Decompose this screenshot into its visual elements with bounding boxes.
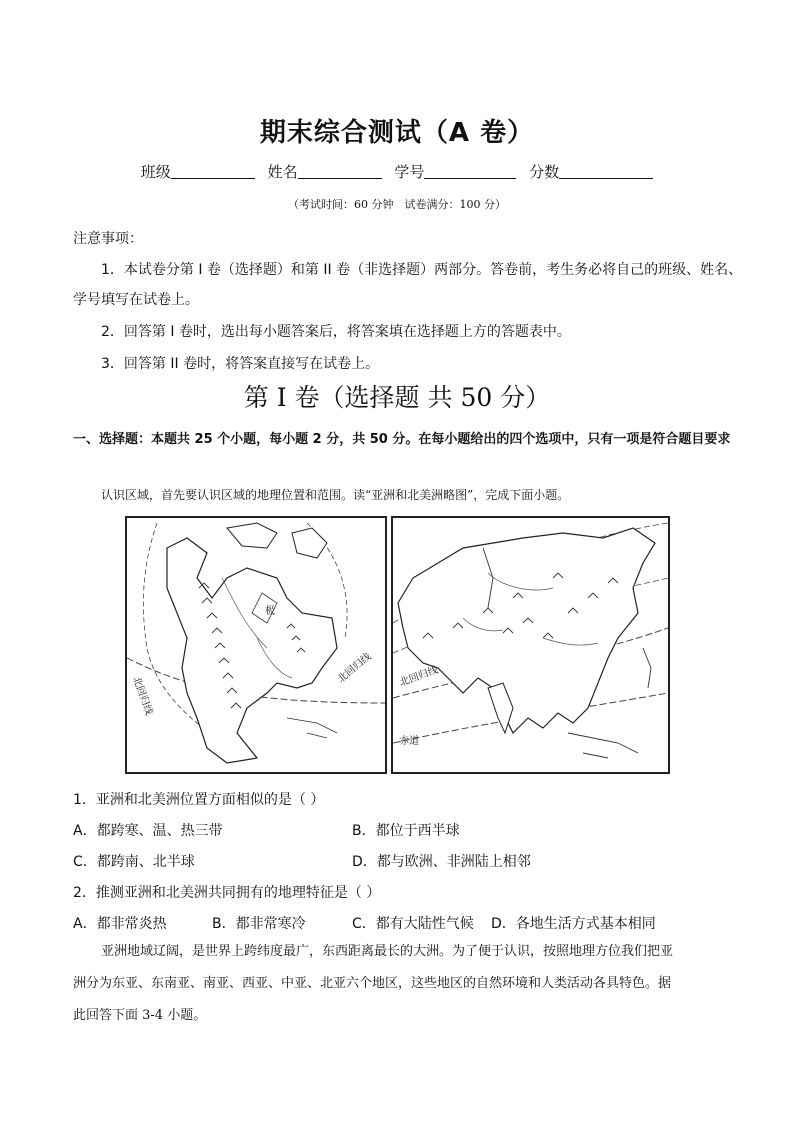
field-score: 分数 — [529, 161, 653, 182]
part1-title: 第 I 卷（选择题 共 50 分） — [243, 383, 551, 412]
student-info-fields — [0, 161, 794, 182]
field-name: 姓名 — [268, 161, 382, 182]
passage-line-3: 此回答下面 3-4 小题。 — [73, 1008, 207, 1023]
id-blank[interactable] — [424, 164, 516, 179]
name-blank[interactable] — [298, 164, 382, 179]
note-item-1: 1．本试卷分第 I 卷（选择题）和第 II 卷（非选择题）两部分。答卷前，考生务必将自己的班级、姓名、 — [101, 262, 743, 278]
question-2-option-c[interactable]: C．都有大陆性气候 — [352, 916, 474, 932]
question-1-option-c[interactable]: C．都跨南、北半球 — [73, 854, 195, 870]
exam-info: （考试时间：60 分钟 试卷满分：100 分） — [288, 198, 506, 211]
question-1-stem: 1．亚洲和北美洲位置方面相似的是（ ） — [73, 792, 325, 808]
section-heading: 一、选择题：本题共 25 个小题，每小题 2 分，共 50 分。在每小题给出的四个选项中，只有一项是符合题目要求 — [73, 432, 731, 447]
note-item-3: 3．回答第 II 卷时，将答案直接写在试卷上。 — [101, 356, 380, 372]
asia-map-drawing — [393, 518, 668, 772]
passage-line-2: 洲分为东亚、东南亚、南亚、西亚、中亚、北亚六个地区，这些地区的自然环境和人类活动各具特色。据 — [73, 976, 672, 991]
field-class: 班级 — [141, 161, 255, 182]
asia-tropic-label: 北回归线 — [398, 664, 440, 689]
north-america-map — [125, 516, 387, 774]
question-2-option-d[interactable]: D．各地生活方式基本相同 — [491, 916, 656, 932]
page-title: 期末综合测试（A 卷） — [259, 118, 535, 148]
note-item-1-cont: 学号填写在试卷上。 — [73, 292, 199, 308]
class-blank[interactable] — [171, 164, 255, 179]
asia-equator-label: 赤道 — [399, 736, 419, 747]
na-tropic-label-left: 北回归线 — [130, 675, 155, 717]
question-1-option-b[interactable]: B．都位于西半球 — [352, 823, 460, 839]
na-center-label: 极 — [265, 606, 275, 617]
notes-title: 注意事项： — [73, 231, 143, 247]
question-1-option-a[interactable]: A．都跨寒、温、热三带 — [73, 823, 223, 839]
map-intro: 认识区域，首先要认识区域的地理位置和范围。读“亚洲和北美洲略图”，完成下面小题。 — [101, 488, 570, 502]
question-2-stem: 2．推测亚洲和北美洲共同拥有的地理特征是（ ） — [73, 885, 381, 901]
question-2-option-a[interactable]: A．都非常炎热 — [73, 916, 167, 932]
na-tropic-label-right: 北回归线 — [335, 651, 374, 686]
note-item-2: 2．回答第 I 卷时，选出每小题答案后，将答案填在选择题上方的答题表中。 — [101, 324, 571, 340]
question-2-option-b[interactable]: B．都非常寒冷 — [212, 916, 306, 932]
passage-line-1: 亚洲地域辽阔，是世界上跨纬度最广，东西距离最长的大洲。为了便于认识，按照地理方位我们把亚 — [101, 944, 674, 959]
field-id: 学号 — [394, 161, 516, 182]
north-america-map-drawing — [127, 518, 385, 772]
score-blank[interactable] — [559, 164, 653, 179]
question-1-option-d[interactable]: D．都与欧洲、非洲陆上相邻 — [352, 854, 531, 870]
asia-map — [391, 516, 670, 774]
